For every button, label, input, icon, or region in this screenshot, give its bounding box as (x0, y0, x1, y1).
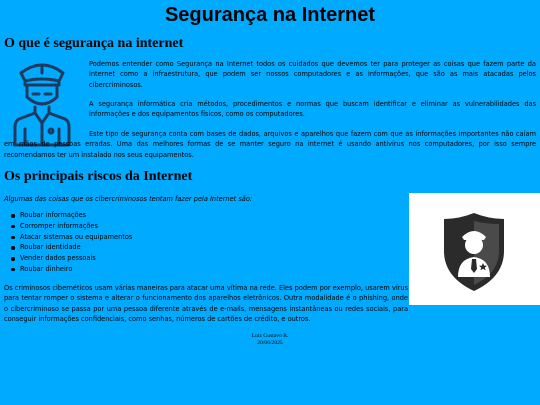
intro-paragraph-1: Podemos entender como Segurança na Internet todos os cuidados que devemos ter para proteger as coisas que fazem parte da internet como a infraestrutura, que podem ser nossos computadores e as informações, que são as mais atacadas pelos cibercriminosos. (89, 60, 536, 89)
section-heading-risks: Os principais riscos da Internet (4, 169, 193, 184)
list-item: Roubar identidade (10, 242, 132, 253)
footer-date: 20/06/2025 (257, 340, 283, 346)
list-item: Vender dados pessoais (10, 253, 132, 264)
risks-intro: Algumas das coisas que os cibercriminosos tentam fazer pela Internet são: (4, 195, 253, 203)
intro-paragraph-3: Este tipo de segurança conta com bases de dados, arquivos e aparelhos que fazem com que as informações importantes não caiam em mãos de pessoas erradas. Uma das melhores formas de se manter seguro na internet é usando antivírus nos computadores, por isso sempre recomendamos ter um instalado nos seus equipamentos. (4, 130, 536, 159)
list-item: Corromper informações (10, 221, 132, 232)
list-item: Atacar sistemas ou equipamentos (10, 232, 132, 243)
section-heading-what-is: O que é segurança na internet (4, 36, 184, 51)
security-image (409, 193, 540, 305)
footer (0, 333, 540, 347)
closing-paragraph: Os criminosos cibernéticos usam várias maneiras para atacar uma vítima na rede. Eles podem por exemplo, usarem vírus para tentar romper o sistema e alterar o funcionamento dos aparelhos eletrônicos. Outra modalidade é o phishing, onde o cibercriminoso se passa por uma pessoa diferente através de e-mails, mensagens instantâneas ou redes sociais, para conseguir informações confidenciais, como senhas, números de cartões de crédito, e outros. (4, 284, 408, 324)
security-guard-shield-icon (409, 193, 540, 305)
footer-author: Luiz Gustavo R. (251, 333, 289, 339)
list-item: Roubar informações (10, 210, 132, 221)
page-title: Segurança na Internet (164, 4, 376, 26)
risk-list (10, 210, 132, 275)
intro-paragraph-2: A segurança informática cria métodos, procedimentos e normas que buscam identificar e eliminar as vulnerabilidades das informações e dos equipamentos físicos, como os computadores. (89, 100, 536, 119)
list-item: Roubar dinheiro (10, 264, 132, 275)
